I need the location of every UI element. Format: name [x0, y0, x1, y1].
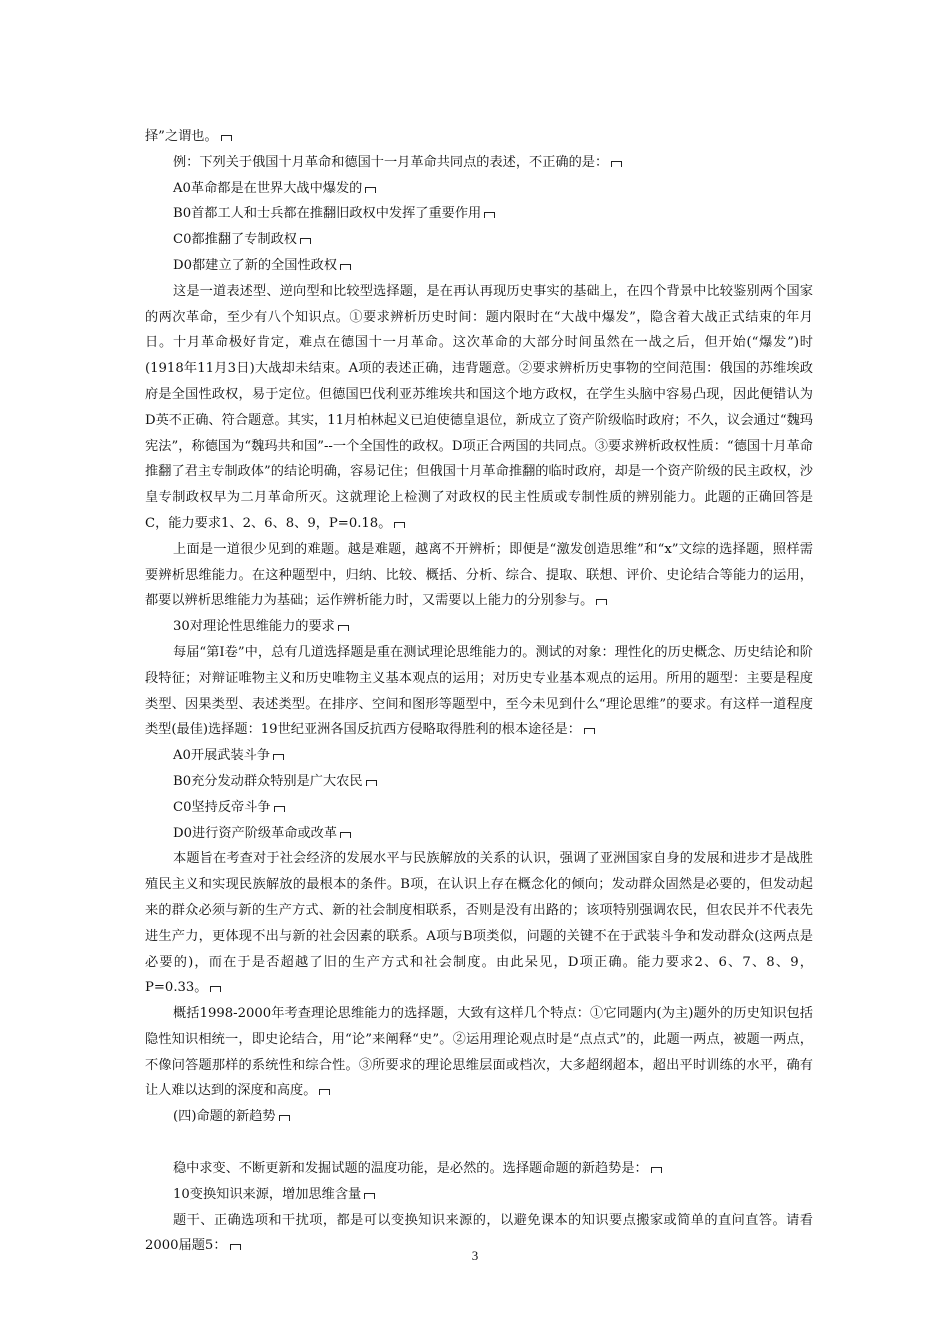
paragraph-mark-icon	[366, 780, 377, 786]
option-b-2: B0充分发动群众特别是广大农民	[145, 769, 813, 795]
paragraph-trend: 稳中求变、不断更新和发掘试题的温度功能，是必然的。选择题命题的新趋势是：	[145, 1156, 813, 1182]
paragraph-final: 题干、正确选项和干扰项，都是可以变换知识来源的，以避免课本的知识要点搬家或简单的直问直答。请看2000届题5：	[145, 1212, 813, 1254]
paragraph-mark-icon	[651, 1167, 662, 1173]
option-b-1: B0首都工人和士兵都在推翻旧政权中发挥了重要作用	[145, 201, 813, 227]
paragraph-mark-icon	[584, 728, 595, 734]
paragraph-mark-icon	[300, 238, 311, 244]
paragraph-mark-icon	[210, 986, 221, 992]
option-d-1: D0都建立了新的全国性政权	[145, 253, 813, 279]
section-heading-3: 30对理论性思维能力的要求	[145, 614, 813, 640]
paragraph-mark-icon	[364, 1193, 375, 1199]
paragraph-mark-icon	[319, 1089, 330, 1095]
paragraph-mark-icon	[338, 625, 349, 631]
paragraph-mark-icon	[340, 832, 351, 838]
paragraph-mark-icon	[611, 161, 622, 167]
paragraph-mark-icon	[273, 754, 284, 760]
paragraph-1: 择”之谓也。	[145, 124, 813, 150]
paragraph-mark-icon	[596, 599, 607, 605]
paragraph-mark-icon	[484, 212, 495, 218]
paragraph-mark-icon	[340, 264, 351, 270]
paragraph-mark-icon	[365, 187, 376, 193]
page-number: 3	[471, 1248, 479, 1263]
option-d-2: D0进行资产阶级革命或改革	[145, 821, 813, 847]
paragraph-theory: 每届“第Ⅰ卷”中，总有几道选择题是重在测试理论思维能力的。测试的对象：理性化的历史概念、历史结论和阶段特征；对辩证唯物主义和历史唯物主义基本观点的运用；对历史专业基本观点的运用。所用的题型：主要是程度类型、因果类型、表述类型。在排序、空间和图形等题型中，至今未见到什么“理论思维”的要求。有这样一道程度类型(最佳)选择题：19世纪亚洲各国反抗西方侵略取得胜利的根本途径是：	[145, 644, 813, 738]
paragraph-mark-icon	[394, 522, 405, 528]
paragraph-summary: 概括1998-2000年考查理论思维能力的选择题，大致有这样几个特点：①它同题内(为主)题外的历史知识包括隐性知识相统一，即史论结合，用“论”来阐释“史”。②运用理论观点时是“点点式”的，此题一两点，被题一两点，不像问答题那样的系统性和综合性。③所要求的理论思维层面或档次，大多超纲超本，超出平时训练的水平，确有让人难以达到的深度和高度。	[145, 1006, 813, 1099]
option-c-1: C0都推翻了专制政权	[145, 227, 813, 253]
blank-line	[145, 1130, 813, 1156]
document-body	[145, 124, 813, 1259]
section-heading-4: (四)命题的新趋势	[145, 1104, 813, 1130]
paragraph-2: 例：下列关于俄国十月革命和德国十一月革命共同点的表述，不正确的是：	[145, 150, 813, 176]
paragraph-analysis-2: 上面是一道很少见到的难题。越是难题，越离不开辨析；即便是“激发创造思维”和“x”文综的选择题，照样需要辨析思维能力。在这种题型中，归纳、比较、概括、分析、综合、提取、联想、评价、史论结合等能力的运用，都要以辨析思维能力为基础；运作辨析能力时，又需要以上能力的分别参与。	[145, 541, 813, 609]
option-a-1: A0革命都是在世界大战中爆发的	[145, 176, 813, 202]
paragraph-mark-icon	[221, 135, 232, 141]
option-a-2: A0开展武装斗争	[145, 743, 813, 769]
paragraph-mark-icon	[274, 806, 285, 812]
paragraph-analysis-3: 本题旨在考查对于社会经济的发展水平与民族解放的关系的认识，强调了亚洲国家自身的发展和进步才是战胜殖民主义和实现民族解放的最根本的条件。B项，在认识上存在概念化的倾向；发动群众固然是必要的，但发动起来的群众必须与新的生产方式、新的社会制度相联系，否则是没有出路的；该项特别强调农民，但农民并不代表先进生产力，更体现不出与新的社会因素的联系。A项与B项类似，问题的关键不在于武装斗争和发动群众(这两点是必要的)，而在于是否超越了旧的生产方式和社会制度。由此呆见，D项正确。能力要求2、6、7、8、9，P=0.33。	[145, 851, 813, 996]
subheading-1: 10变换知识来源，增加思维含量	[145, 1182, 813, 1208]
option-c-2: C0坚持反帝斗争	[145, 795, 813, 821]
paragraph-analysis-1: 这是一道表述型、逆向型和比较型选择题，是在再认再现历史事实的基础上，在四个背景中比较鉴别两个国家的两次革命，至少有八个知识点。①要求辨析历史时间：题内限时在“大战中爆发”，隐含着大战正式结束的年月日。十月革命极好肯定，难点在德国十一月革命。这次革命的大部分时间虽然在一战之后，但开始(“爆发”)时(1918年11月3日)大战却未结束。A项的表述正确，违背题意。②要求辨析历史事物的空间范围：俄国的苏维埃政府是全国性政权，易于定位。但德国巴伐利亚苏维埃共和国这个地方政权，在学生头脑中容易凸现，因此便错认为D英不正确、符合题意。其实，11月柏林起义已迫使德皇退位，新成立了资产阶级临时政府；不久，议会通过“魏玛宪法”，称德国为“魏玛共和国”--一个全国性的政权。D项正合两国的共同点。③要求辨析政权性质：“德国十月革命推翻了君主专制政体”的结论明确，容易记住；但俄国十月革命推翻的临时政府，却是一个资产阶级的民主政权，沙皇专制政权早为二月革命所灭。这就理论上检测了对政权的民主性质或专制性质的辨别能力。此题的正确回答是C，能力要求1、2、6、8、9，P=0.18。	[145, 283, 813, 531]
paragraph-mark-icon	[279, 1115, 290, 1121]
